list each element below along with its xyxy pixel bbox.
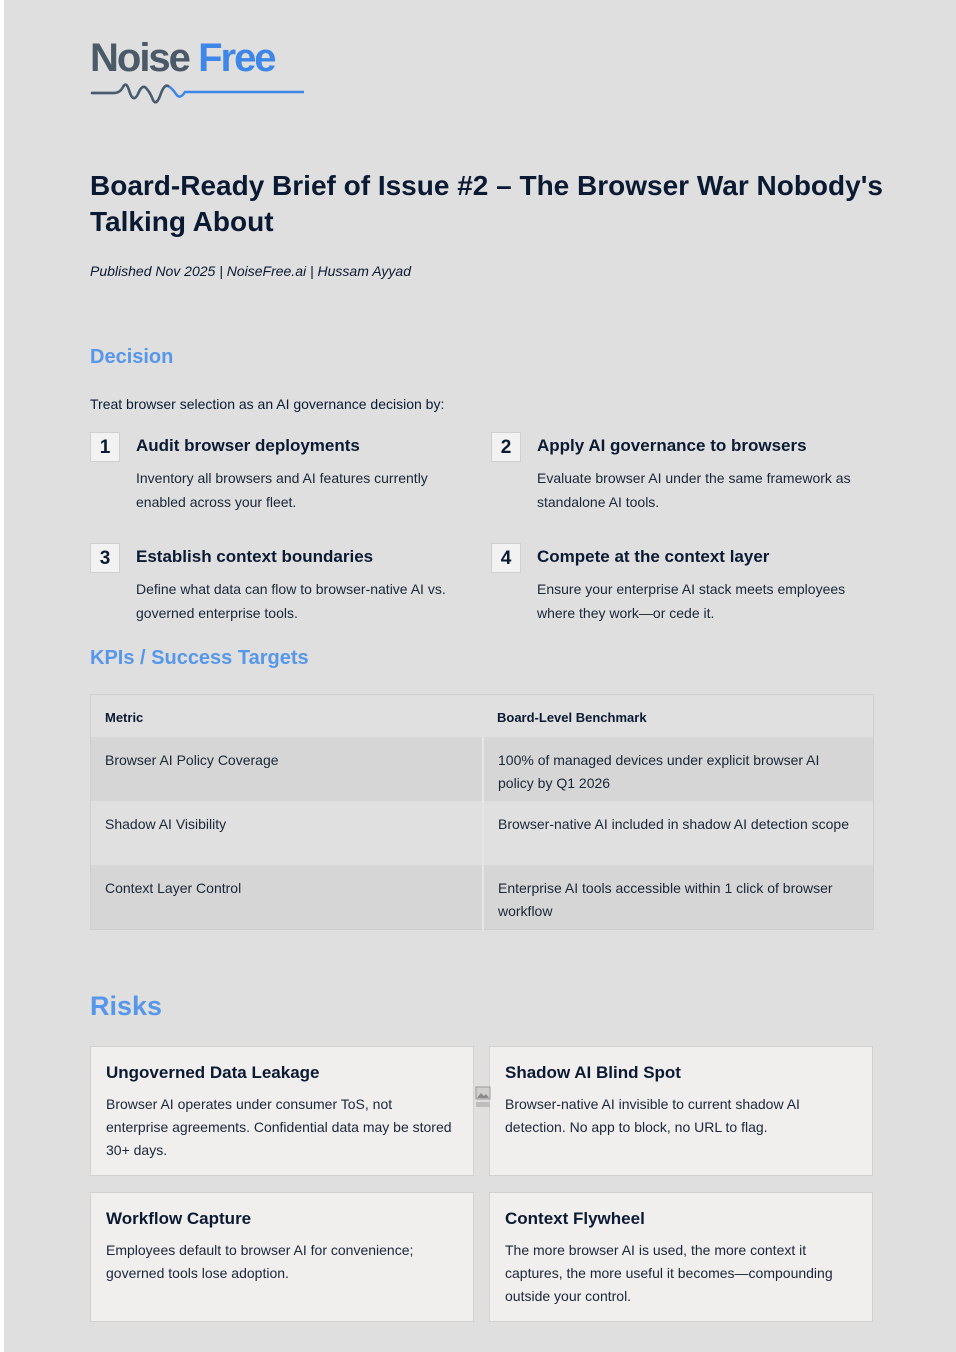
step-description: Inventory all browsers and AI features currently enabled across your fleet.	[136, 470, 428, 510]
risk-description: Browser AI operates under consumer ToS, not enterprise agreements. Confidential data may be stored 30+ days.	[106, 1096, 452, 1158]
benchmark-cell: Browser-native AI included in shadow AI detection scope	[483, 801, 874, 865]
step-title: Establish context boundaries	[136, 547, 374, 566]
step-title: Apply AI governance to browsers	[537, 436, 807, 455]
risk-card-context-flywheel	[489, 1192, 873, 1322]
risk-title: Shadow AI Blind Spot	[505, 1063, 681, 1082]
table-header-row	[91, 695, 874, 738]
risks-heading: Risks	[90, 991, 163, 1021]
step-description: Ensure your enterprise AI stack meets employees where they work—or cede it.	[537, 581, 846, 621]
kpi-heading: KPIs / Success Targets	[90, 647, 309, 669]
logo-word-noise: Noise	[90, 36, 189, 80]
brief-page	[4, 0, 956, 1352]
step-number: 1	[90, 432, 120, 462]
step-description: Evaluate browser AI under the same framework as standalone AI tools.	[537, 470, 851, 510]
kpi-table	[90, 694, 874, 930]
metric-cell: Browser AI Policy Coverage	[91, 737, 484, 801]
risk-title: Workflow Capture	[106, 1209, 252, 1228]
step-title: Audit browser deployments	[136, 436, 360, 455]
risk-card-shadow-ai	[489, 1046, 873, 1176]
risk-title: Context Flywheel	[505, 1209, 645, 1228]
risk-description: Employees default to browser AI for convenience; governed tools lose adoption.	[106, 1242, 414, 1281]
risk-card-workflow-capture	[90, 1192, 474, 1322]
metric-cell: Context Layer Control	[91, 865, 484, 930]
sound-wave-icon	[90, 80, 304, 106]
benchmark-cell: Enterprise AI tools accessible within 1 click of browser workflow	[483, 865, 874, 930]
risk-description: Browser-native AI invisible to current shadow AI detection. No app to block, no URL to flag.	[505, 1096, 800, 1135]
noisefree-logo	[90, 36, 304, 108]
risk-description: The more browser AI is used, the more context it captures, the more useful it becomes—compounding outside your control.	[505, 1242, 833, 1304]
logo-word-free: Free	[198, 36, 275, 80]
table-row	[91, 737, 874, 801]
metric-cell: Shadow AI Visibility	[91, 801, 484, 865]
column-header-metric: Metric	[91, 695, 484, 738]
column-header-benchmark: Board-Level Benchmark	[483, 695, 874, 738]
benchmark-cell: 100% of managed devices under explicit browser AI policy by Q1 2026	[483, 737, 874, 801]
decision-intro: Treat browser selection as an AI governance decision by:	[90, 396, 445, 412]
page-title: Board-Ready Brief of Issue #2 – The Browser War Nobody's Talking About	[90, 170, 883, 237]
broken-image-icon	[475, 1085, 491, 1109]
table-row	[91, 801, 874, 865]
byline: Published Nov 2025 | NoiseFree.ai | Hussam Ayyad	[90, 263, 412, 279]
step-number: 4	[491, 543, 521, 573]
step-description: Define what data can flow to browser-native AI vs. governed enterprise tools.	[136, 581, 446, 621]
step-number: 2	[491, 432, 521, 462]
logo-wordmark	[90, 36, 275, 80]
risk-card-data-leakage	[90, 1046, 474, 1176]
table-row	[91, 865, 874, 930]
decision-heading: Decision	[90, 346, 174, 368]
risk-title: Ungoverned Data Leakage	[106, 1063, 320, 1082]
step-number: 3	[90, 543, 120, 573]
step-title: Compete at the context layer	[537, 547, 770, 566]
